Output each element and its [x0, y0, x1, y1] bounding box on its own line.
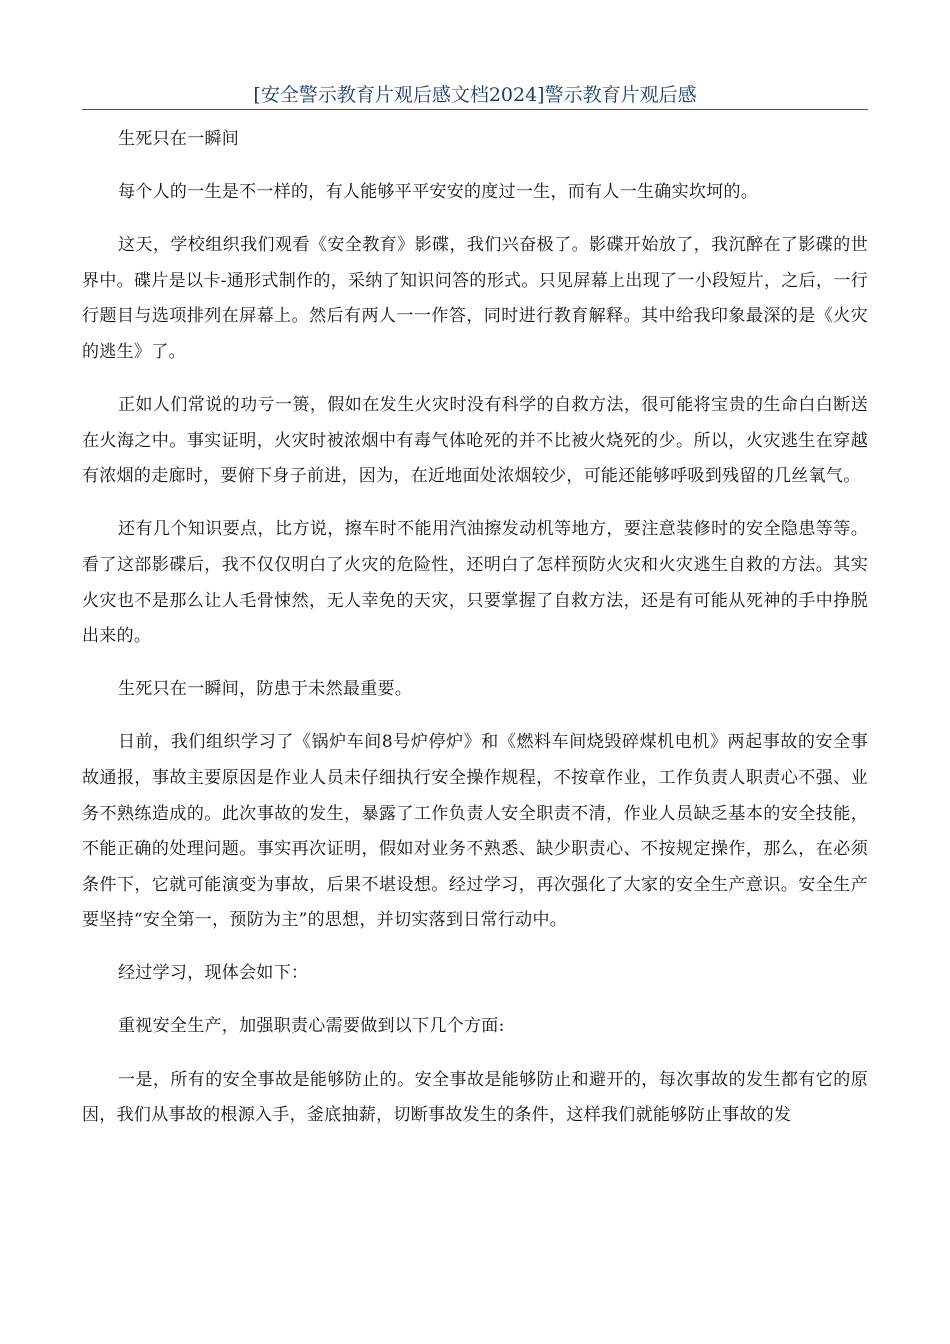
paragraph: 一是，所有的安全事故是能够防止的。安全事故是能够防止和避开的，每次事故的发生都有它的原因，我们从事故的根源入手，釜底抽薪，切断事故发生的条件，这样我们就能够防止事故的发 — [82, 1069, 868, 1126]
paragraph: 重视安全生产，加强职责心需要做到以下几个方面: — [118, 1016, 505, 1037]
paragraph: 生死只在一瞬间，防患于未然最重要。 — [118, 679, 413, 700]
header-divider — [82, 109, 868, 110]
paragraph: 经过学习，现体会如下： — [118, 963, 309, 984]
paragraph: 每个人的一生是不一样的，有人能够平平安安的度过一生，而有人一生确实坎坷的。 — [118, 182, 759, 203]
document-header-title: [安全警示教育片观后感文档2024]警示教育片观后感 — [253, 84, 697, 106]
paragraph: 还有几个知识要点，比方说，擦车时不能用汽油擦发动机等地方，要注意装修时的安全隐患等等。看了这部影碟后，我不仅仅明白了火灾的危险性，还明白了怎样预防火灾和火灾逃生自救的方法。其实火灾也不是那么让人毛骨悚然，无人幸免的天灾，只要掌握了自救方法，还是有可能从死神的手中挣脱出来的。 — [82, 519, 868, 647]
paragraph: 正如人们常说的功亏一篑，假如在发生火灾时没有科学的自救方法，很可能将宝贵的生命白白断送在火海之中。事实证明，火灾时被浓烟中有毒气体呛死的并不比被火烧死的少。所以，火灾逃生在穿越有浓烟的走廊时，要俯下身子前进，因为，在近地面处浓烟较少，可能还能够呼吸到残留的几丝氧气。 — [82, 395, 868, 487]
paragraph: 日前，我们组织学习了《锅炉车间8号炉停炉》和《燃料车间烧毁碎煤机电机》两起事故的安全事故通报，事故主要原因是作业人员未仔细执行安全操作规程，不按章作业，工作负责人职责心不强、业务不熟练造成的。此次事故的发生，暴露了工作负责人安全职责不清，作业人员缺乏基本的安全技能，不能正确的处理问题。事实再次证明，假如对业务不熟悉、缺少职责心、不按规定操作，那么，在必须条件下，它就可能演变为事故，后果不堪设想。经过学习，再次强化了大家的安全生产意识。安全生产要坚持“安全第一，预防为主”的思想，并切实落到日常行动中。 — [82, 732, 868, 931]
document-body — [82, 122, 868, 1151]
paragraph: 生死只在一瞬间 — [118, 129, 240, 149]
paragraph: 这天，学校组织我们观看《安全教育》影碟，我们兴奋极了。影碟开始放了，我沉醉在了影碟的世界中。碟片是以卡-通形式制作的，采纳了知识问答的形式。只见屏幕上出现了一小段短片，之后，一行行题目与选项排列在屏幕上。然后有两人一一作答，同时进行教育解释。其中给我印象最深的是《火灾的逃生》了。 — [82, 235, 868, 362]
